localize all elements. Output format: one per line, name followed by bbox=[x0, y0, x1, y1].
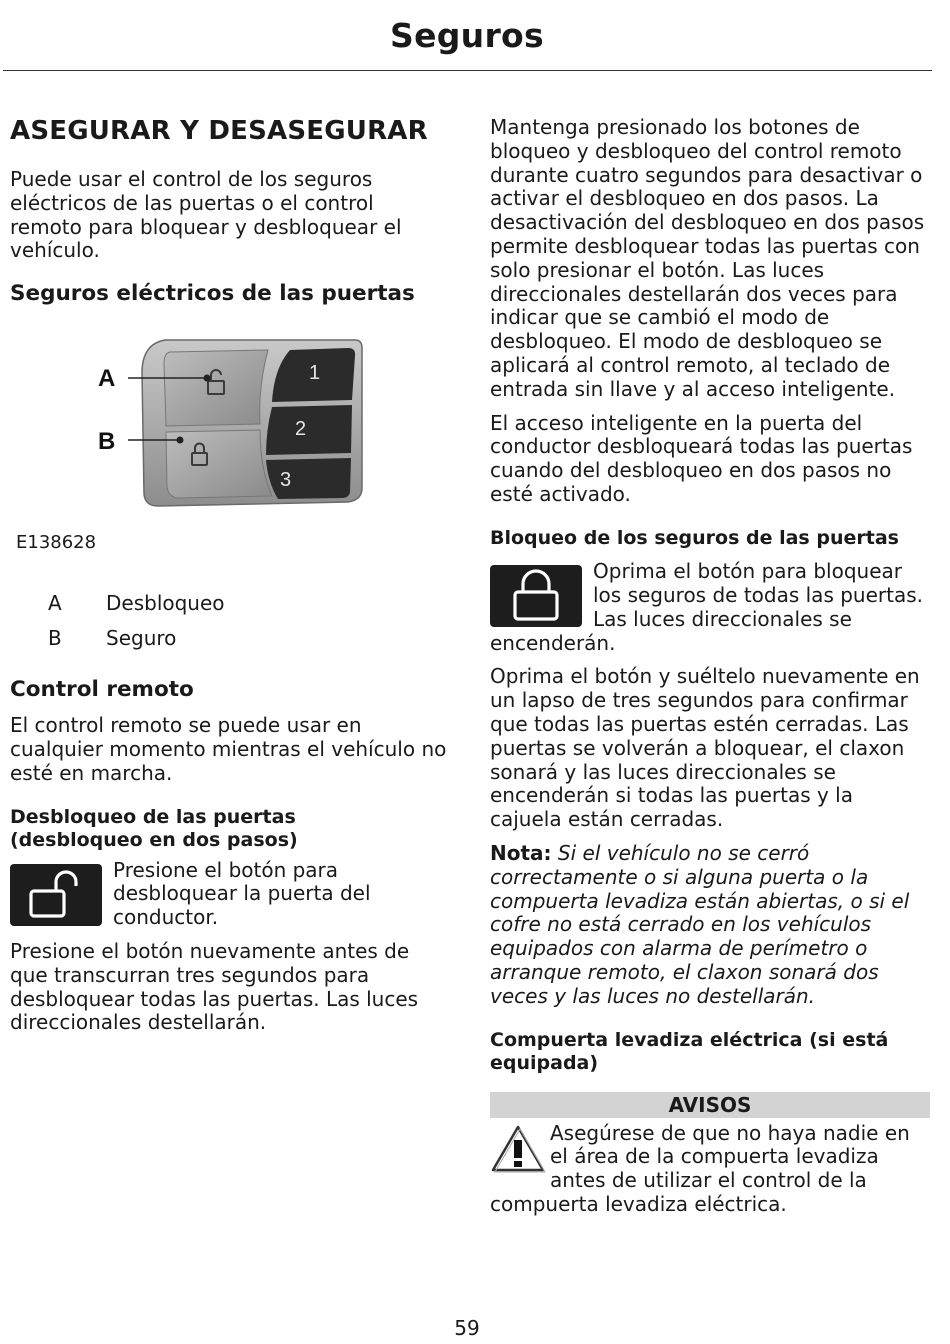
lock-icon bbox=[490, 565, 582, 627]
header-divider bbox=[3, 70, 932, 71]
legend-row bbox=[10, 585, 450, 620]
unlock-heading bbox=[10, 806, 450, 853]
unlock-instruction bbox=[10, 859, 450, 930]
intelligent-access-paragraph: El acceso inteligente en la puerta del conductor desbloqueará todas las puertas cuando del desbloqueo en dos pasos no esté activado. bbox=[490, 410, 913, 506]
callout-a: A bbox=[98, 365, 116, 393]
legend-value: Desbloqueo bbox=[106, 590, 225, 615]
legend-row bbox=[10, 620, 450, 655]
liftgate-heading: Compuerta levadiza eléctrica (si está equipada) bbox=[490, 1028, 889, 1075]
unlock-heading-line1: Desbloqueo de las puertas bbox=[10, 805, 296, 828]
note-label: Nota: bbox=[490, 841, 552, 866]
lock-instruction bbox=[490, 560, 930, 655]
confirm-lock-paragraph: Oprima el botón y suéltelo nuevamente en un lapso de tres segundos para confirmar que todas las puertas estén cerradas. Las puertas se volverán a bloquear, el claxon sonará y las luces direccionales se encenderán si todas las puertas y la cajuela están cerradas. bbox=[490, 664, 920, 832]
button-number-3: 3 bbox=[280, 469, 292, 492]
legend-value: Seguro bbox=[106, 625, 177, 650]
figure-legend bbox=[10, 585, 450, 655]
unlock-heading-line2: (desbloqueo en dos pasos) bbox=[10, 829, 298, 852]
remote-paragraph: El control remoto se puede usar en cualquier momento mientras el vehículo no esté en marcha. bbox=[10, 713, 447, 785]
warnings-bar: AVISOS bbox=[490, 1092, 930, 1118]
note-paragraph bbox=[490, 842, 930, 1009]
legend-key: B bbox=[48, 625, 62, 650]
warning-item bbox=[490, 1122, 930, 1217]
left-column bbox=[10, 110, 450, 1035]
button-number-2: 2 bbox=[295, 418, 307, 441]
note-text: Si el vehículo no se cerró correctamente o si alguna puerta o la compuerta levadiza están abiertas, o si el cofre no está cerrado en los vehículos equipados con alarma de perímetro o arranque remoto, el claxon sonará dos veces y las luces no destellarán. bbox=[490, 841, 910, 1008]
page-number: 59 bbox=[454, 1316, 480, 1340]
legend-key: A bbox=[48, 590, 62, 615]
unlock-icon bbox=[10, 864, 102, 926]
section-title: ASEGURAR Y DESASEGURAR bbox=[10, 116, 428, 146]
door-lock-switch-figure bbox=[10, 328, 450, 573]
remote-heading: Control remoto bbox=[10, 677, 194, 703]
two-step-toggle-paragraph: Mantenga presionado los botones de bloqueo y desbloqueo del control remoto durante cuatro segundos para desactivar o activar el desbloqueo en dos pasos. La desactivación del desbloqueo en dos pasos permite desbloquear todas las puertas con solo presionar el botón. Las luces direccionales destellarán dos veces para indicar que se cambió el modo de desbloqueo. El modo de desbloqueo se aplicará al control remoto, al teclado de entrada sin llave y al acceso inteligente. bbox=[490, 115, 925, 401]
power-locks-heading: Seguros eléctricos de las puertas bbox=[10, 281, 415, 307]
lock-text: Oprima el botón para bloquear los seguros de todas las puertas. Las luces direccionales se encenderán. bbox=[490, 560, 923, 655]
unlock-text: Presione el botón para desbloquear la puerta del conductor. bbox=[113, 858, 371, 930]
figure-code: E138628 bbox=[16, 532, 97, 554]
warning-text: Asegúrese de que no haya nadie en el área de la compuerta levadiza antes de utilizar el control de la compuerta levadiza eléctrica. bbox=[490, 1121, 910, 1216]
unlock-text-2: Presione el botón nuevamente antes de que transcurran tres segundos para desbloquear todas las puertas. Las luces direccionales destellarán. bbox=[10, 938, 419, 1035]
right-column bbox=[490, 116, 930, 1217]
button-number-1: 1 bbox=[309, 362, 321, 385]
intro-paragraph: Puede usar el control de los seguros eléctricos de las puertas o el control remoto para bloquear y desbloquear el vehículo. bbox=[10, 167, 402, 263]
door-lock-switch-illustration bbox=[10, 328, 390, 528]
callout-b: B bbox=[98, 428, 116, 456]
page-title: Seguros bbox=[390, 16, 544, 55]
warning-triangle-icon bbox=[490, 1124, 546, 1174]
lock-heading: Bloqueo de los seguros de las puertas bbox=[490, 526, 899, 549]
